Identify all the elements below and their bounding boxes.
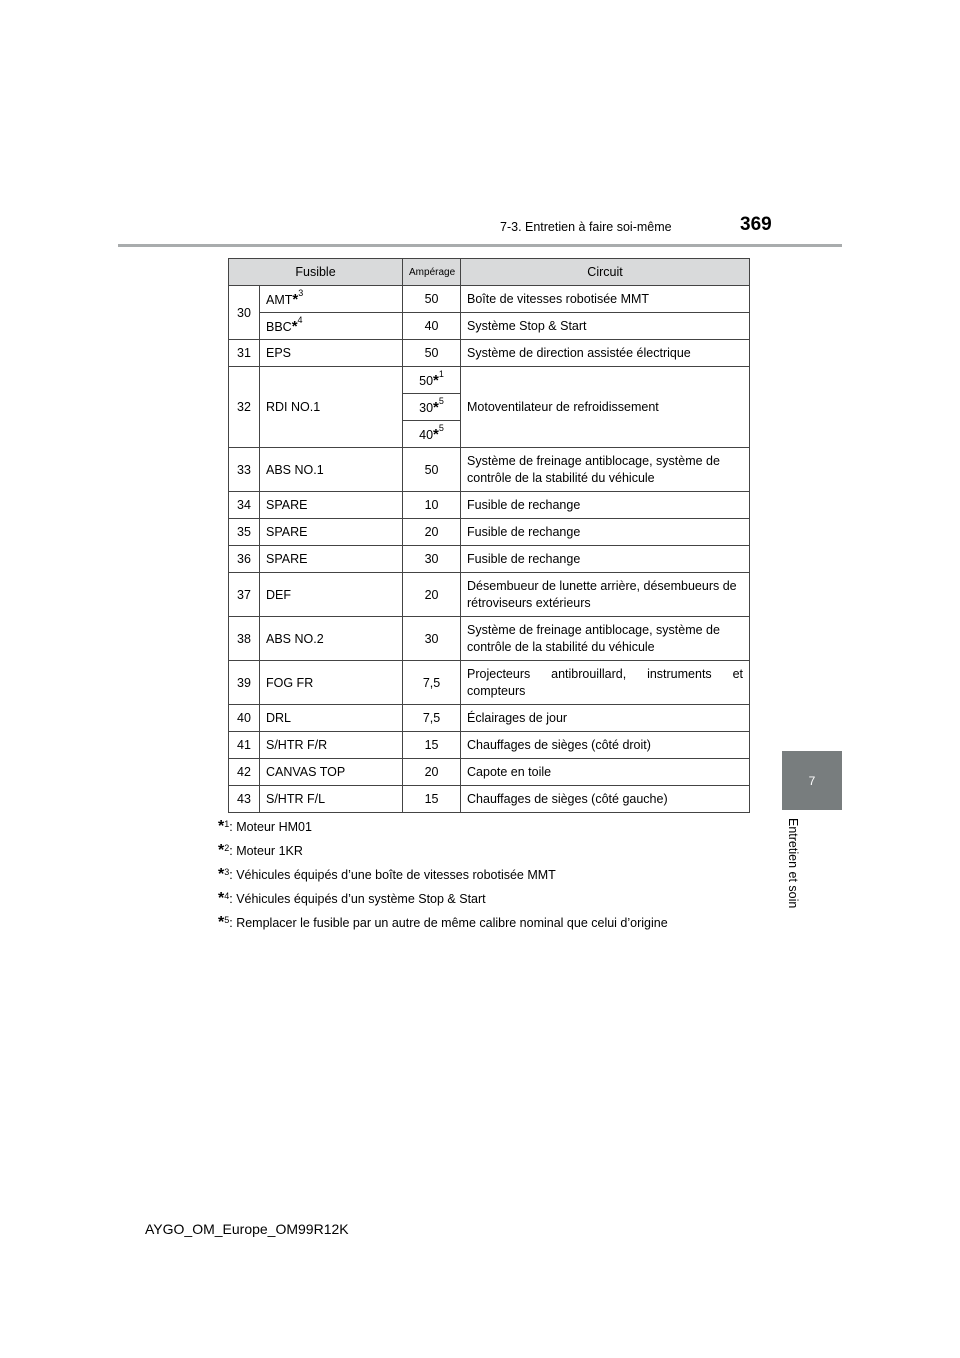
fuse-name (260, 286, 403, 313)
footnote-mark: * (433, 371, 439, 389)
fuse-circuit: Chauffages de sièges (côté gauche) (461, 786, 750, 813)
table-row (229, 786, 750, 813)
fuse-number: 42 (229, 759, 260, 786)
footnote (218, 839, 668, 863)
fuse-name: SPARE (260, 492, 403, 519)
footnote (218, 863, 668, 887)
fuse-amperage: 15 (403, 786, 461, 813)
footnote-ref: 3 (298, 287, 304, 298)
fuse-number: 35 (229, 519, 260, 546)
fuse-amperage (403, 367, 461, 394)
fuse-amperage: 50 (403, 448, 461, 492)
fuse-name (260, 313, 403, 340)
fuse-table (228, 258, 750, 813)
fuse-amperage: 20 (403, 573, 461, 617)
table-row (229, 617, 750, 661)
chapter-label: Entretien et soin (786, 818, 800, 909)
fuse-circuit: Boîte de vitesses robotisée MMT (461, 286, 750, 313)
header-divider (118, 244, 842, 247)
footnote-mark: * (218, 914, 225, 931)
footnote-text: : Moteur HM01 (229, 820, 312, 834)
table-row (229, 367, 750, 394)
header-fuse: Fusible (229, 259, 403, 286)
fuse-number: 41 (229, 732, 260, 759)
table-header-row (229, 259, 750, 286)
footnote (218, 911, 668, 935)
fuse-name: ABS NO.1 (260, 448, 403, 492)
fuse-circuit: Désembueur de lunette arrière, désembueurs de rétroviseurs extérieurs (461, 573, 750, 617)
fuse-amperage: 20 (403, 519, 461, 546)
fuse-name: EPS (260, 340, 403, 367)
fuse-amperage (403, 394, 461, 421)
fuse-number: 39 (229, 661, 260, 705)
footnote-mark: * (292, 290, 299, 308)
fuse-name: RDI NO.1 (260, 367, 403, 448)
footnote-mark: * (433, 425, 439, 443)
footnote (218, 887, 668, 911)
fuse-circuit: Système de direction assistée électrique (461, 340, 750, 367)
footnote-mark: * (433, 398, 439, 416)
footnote (218, 815, 668, 839)
footnote-ref: 1 (438, 368, 444, 379)
fuse-circuit: Système de freinage antiblocage, système de contrôle de la stabilité du véhicule (461, 448, 750, 492)
footnote-id: 3 (224, 867, 230, 877)
fuse-amperage: 50 (403, 286, 461, 313)
table-row (229, 759, 750, 786)
fuse-circuit: Projecteurs antibrouillard, instruments et compteurs (461, 661, 750, 705)
footnote-ref: 5 (438, 395, 444, 406)
chapter-tab (782, 751, 842, 810)
footnote-mark: * (218, 818, 225, 835)
fuse-amperage (403, 421, 461, 448)
fuse-name: S/HTR F/R (260, 732, 403, 759)
table-row (229, 519, 750, 546)
fuse-number: 31 (229, 340, 260, 367)
header-circuit: Circuit (461, 259, 750, 286)
table-row (229, 340, 750, 367)
fuse-name: DRL (260, 705, 403, 732)
fuse-name: CANVAS TOP (260, 759, 403, 786)
fuse-number: 40 (229, 705, 260, 732)
footnote-mark: * (218, 866, 225, 883)
footnote-text: : Véhicules équipés d’une boîte de vitesses robotisée MMT (229, 868, 556, 882)
fuse-name: FOG FR (260, 661, 403, 705)
fuse-amperage: 15 (403, 732, 461, 759)
fuse-number: 43 (229, 786, 260, 813)
table-row (229, 573, 750, 617)
fuse-name: SPARE (260, 519, 403, 546)
table-row (229, 661, 750, 705)
fuse-name-text: BBC (266, 319, 292, 334)
fuse-number: 38 (229, 617, 260, 661)
table-row (229, 732, 750, 759)
footnote-text: : Remplacer le fusible par un autre de même calibre nominal que celui d’origine (229, 916, 668, 930)
fuse-name: S/HTR F/L (260, 786, 403, 813)
footnote-mark: * (218, 842, 225, 859)
footnote-text: : Véhicules équipés d’un système Stop & Start (229, 892, 486, 906)
fuse-amperage: 7,5 (403, 661, 461, 705)
fuse-amperage: 40 (403, 313, 461, 340)
amp-value: 40 (419, 427, 434, 442)
fuse-name-text: AMT (266, 292, 293, 307)
table-row (229, 546, 750, 573)
footnote-id: 1 (224, 819, 230, 829)
table-row (229, 286, 750, 313)
fuse-circuit: Capote en toile (461, 759, 750, 786)
fuse-number: 32 (229, 367, 260, 448)
footnote-ref: 4 (297, 314, 303, 325)
fuse-circuit: Éclairages de jour (461, 705, 750, 732)
fuse-amperage: 20 (403, 759, 461, 786)
amp-value: 30 (419, 400, 434, 415)
fuse-name: ABS NO.2 (260, 617, 403, 661)
fuse-amperage: 30 (403, 617, 461, 661)
fuse-number: 34 (229, 492, 260, 519)
fuse-number: 36 (229, 546, 260, 573)
fuse-number: 30 (229, 286, 260, 340)
fuse-amperage: 30 (403, 546, 461, 573)
fuse-amperage: 10 (403, 492, 461, 519)
fuse-amperage: 7,5 (403, 705, 461, 732)
fuse-circuit: Fusible de rechange (461, 519, 750, 546)
table-row (229, 448, 750, 492)
footnote-id: 4 (224, 891, 230, 901)
fuse-amperage: 50 (403, 340, 461, 367)
header-amperage: Ampérage (403, 259, 461, 286)
table-row (229, 313, 750, 340)
fuse-circuit: Système de freinage antiblocage, système de contrôle de la stabilité du véhicule (461, 617, 750, 661)
fuse-name: DEF (260, 573, 403, 617)
chapter-number: 7 (808, 773, 816, 788)
footnotes (218, 815, 668, 935)
footnote-mark: * (291, 317, 298, 335)
fuse-name: SPARE (260, 546, 403, 573)
fuse-circuit: Fusible de rechange (461, 492, 750, 519)
footnote-ref: 5 (438, 422, 444, 433)
fuse-number: 33 (229, 448, 260, 492)
document-id: AYGO_OM_Europe_OM99R12K (145, 1221, 349, 1237)
table-row (229, 492, 750, 519)
table-row (229, 705, 750, 732)
footnote-text: : Moteur 1KR (229, 844, 303, 858)
amp-value: 50 (419, 373, 434, 388)
footnote-id: 5 (224, 915, 230, 925)
fuse-circuit: Système Stop & Start (461, 313, 750, 340)
fuse-number: 37 (229, 573, 260, 617)
fuse-circuit: Chauffages de sièges (côté droit) (461, 732, 750, 759)
section-title: 7-3. Entretien à faire soi-même (500, 220, 672, 234)
footnote-mark: * (218, 890, 225, 907)
fuse-circuit: Fusible de rechange (461, 546, 750, 573)
page-number: 369 (740, 214, 772, 235)
fuse-circuit: Motoventilateur de refroidissement (461, 367, 750, 448)
footnote-id: 2 (224, 843, 230, 853)
